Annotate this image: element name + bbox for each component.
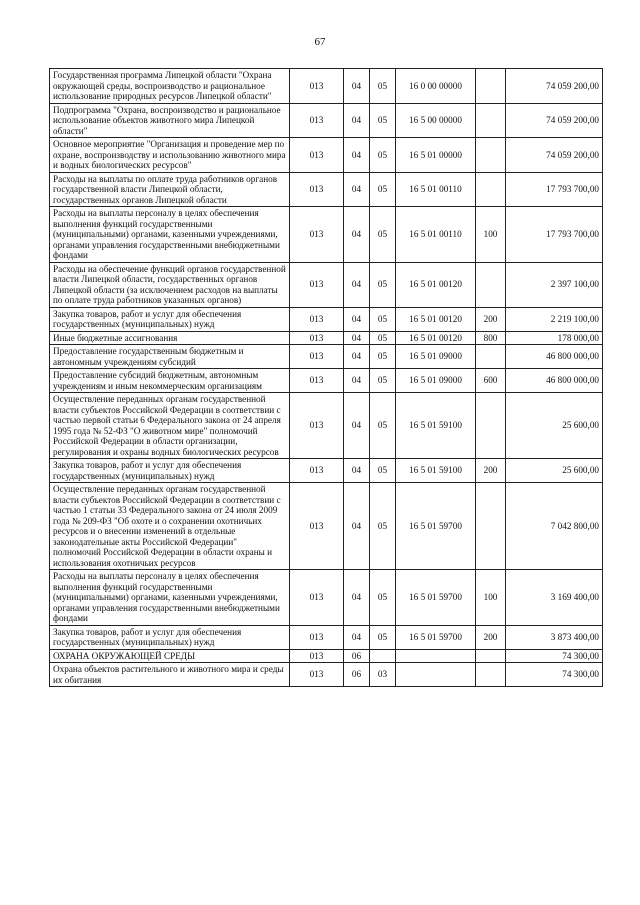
row-section: 04 [344, 625, 370, 649]
row-target [396, 649, 476, 663]
row-target [396, 663, 476, 687]
row-expense-type [476, 483, 506, 570]
row-ministry: 013 [290, 393, 344, 459]
row-expense-type: 600 [476, 369, 506, 393]
row-subsection: 05 [370, 459, 396, 483]
row-section: 04 [344, 570, 370, 626]
row-amount: 25 600,00 [506, 393, 603, 459]
row-name: Закупка товаров, работ и услуг для обеспечения государственных (муниципальных) нужд [50, 307, 290, 331]
row-name: Предоставление государственным бюджетным и автономным учреждениям субсидий [50, 345, 290, 369]
table-row [50, 69, 603, 104]
row-target: 16 5 01 00000 [396, 138, 476, 173]
row-section: 04 [344, 331, 370, 345]
row-name: Закупка товаров, работ и услуг для обеспечения государственных (муниципальных) нужд [50, 459, 290, 483]
row-amount: 17 793 700,00 [506, 172, 603, 207]
row-ministry: 013 [290, 307, 344, 331]
table-row [50, 103, 603, 138]
row-subsection: 05 [370, 172, 396, 207]
row-subsection [370, 649, 396, 663]
row-subsection: 05 [370, 307, 396, 331]
row-amount: 178 000,00 [506, 331, 603, 345]
table-row [50, 262, 603, 307]
table-row [50, 393, 603, 459]
row-target: 16 5 01 59100 [396, 459, 476, 483]
row-amount: 74 059 200,00 [506, 69, 603, 104]
row-expense-type: 100 [476, 207, 506, 263]
table-row [50, 570, 603, 626]
row-target: 16 5 01 00120 [396, 262, 476, 307]
row-subsection: 05 [370, 483, 396, 570]
row-subsection: 05 [370, 570, 396, 626]
table-row [50, 138, 603, 173]
table-row [50, 331, 603, 345]
row-name: Иные бюджетные ассигнования [50, 331, 290, 345]
table-row [50, 207, 603, 263]
row-section: 04 [344, 459, 370, 483]
row-target: 16 5 01 59700 [396, 570, 476, 626]
budget-table [49, 68, 603, 687]
row-ministry: 013 [290, 369, 344, 393]
row-expense-type [476, 345, 506, 369]
row-amount: 74 300,00 [506, 649, 603, 663]
row-ministry: 013 [290, 345, 344, 369]
row-section: 04 [344, 307, 370, 331]
row-name: Охрана объектов растительного и животного мира и среды их обитания [50, 663, 290, 687]
row-ministry: 013 [290, 69, 344, 104]
row-expense-type [476, 103, 506, 138]
row-amount: 2 397 100,00 [506, 262, 603, 307]
row-expense-type: 100 [476, 570, 506, 626]
row-section: 04 [344, 207, 370, 263]
row-target: 16 5 01 09000 [396, 345, 476, 369]
row-section: 04 [344, 345, 370, 369]
row-subsection: 05 [370, 207, 396, 263]
row-ministry: 013 [290, 483, 344, 570]
row-ministry: 013 [290, 207, 344, 263]
row-name: Закупка товаров, работ и услуг для обеспечения государственных (муниципальных) нужд [50, 625, 290, 649]
row-section: 04 [344, 103, 370, 138]
row-target: 16 5 01 00110 [396, 172, 476, 207]
row-expense-type [476, 172, 506, 207]
row-amount: 3 873 400,00 [506, 625, 603, 649]
row-subsection: 05 [370, 331, 396, 345]
row-target: 16 5 01 59100 [396, 393, 476, 459]
row-expense-type [476, 69, 506, 104]
page-number: 67 [314, 36, 326, 48]
row-section: 04 [344, 138, 370, 173]
row-target: 16 5 00 00000 [396, 103, 476, 138]
row-subsection: 05 [370, 393, 396, 459]
row-expense-type [476, 663, 506, 687]
row-amount: 46 800 000,00 [506, 369, 603, 393]
row-ministry: 013 [290, 663, 344, 687]
row-amount: 74 059 200,00 [506, 103, 603, 138]
row-ministry: 013 [290, 103, 344, 138]
table-row [50, 369, 603, 393]
row-target: 16 5 01 00120 [396, 307, 476, 331]
row-target: 16 5 01 59700 [396, 483, 476, 570]
row-target: 16 5 01 00120 [396, 331, 476, 345]
row-subsection: 05 [370, 625, 396, 649]
row-section: 06 [344, 663, 370, 687]
table-row [50, 307, 603, 331]
row-target: 16 5 01 00110 [396, 207, 476, 263]
row-amount: 46 800 000,00 [506, 345, 603, 369]
table-row [50, 172, 603, 207]
row-expense-type [476, 393, 506, 459]
row-name: Подпрограмма "Охрана, воспроизводство и рациональное использование объектов животного мира Липецкой области" [50, 103, 290, 138]
row-section: 04 [344, 393, 370, 459]
table-row [50, 663, 603, 687]
row-subsection: 05 [370, 103, 396, 138]
table-row [50, 459, 603, 483]
row-expense-type: 800 [476, 331, 506, 345]
row-expense-type [476, 262, 506, 307]
row-subsection: 05 [370, 138, 396, 173]
row-expense-type: 200 [476, 625, 506, 649]
row-name: Основное мероприятие "Организация и проведение мер по охране, воспроизводству и использованию животного мира и водных биологических ресурсов" [50, 138, 290, 173]
row-subsection: 03 [370, 663, 396, 687]
row-ministry: 013 [290, 138, 344, 173]
row-name: Предоставление субсидий бюджетным, автономным учреждениям и иным некоммерческим организациям [50, 369, 290, 393]
row-amount: 17 793 700,00 [506, 207, 603, 263]
row-name: Осуществление переданных органам государственной власти субъектов Российской Федерации в соответствии с частью первой статьи 6 Федерального закона от 24 апреля 1995 года № 52-ФЗ "О животном мире" полномочий Российской Федерации в области организации, регулирования и охраны водных биологических ресурсов [50, 393, 290, 459]
row-amount: 7 042 800,00 [506, 483, 603, 570]
row-section: 04 [344, 483, 370, 570]
row-subsection: 05 [370, 262, 396, 307]
row-amount: 2 219 100,00 [506, 307, 603, 331]
table-row [50, 649, 603, 663]
row-expense-type: 200 [476, 459, 506, 483]
row-target: 16 5 01 09000 [396, 369, 476, 393]
row-section: 04 [344, 69, 370, 104]
row-expense-type [476, 138, 506, 173]
row-ministry: 013 [290, 459, 344, 483]
table-row [50, 625, 603, 649]
row-subsection: 05 [370, 345, 396, 369]
row-name: Расходы на выплаты по оплате труда работников органов государственной власти Липецкой области, государственных органов Липецкой области [50, 172, 290, 207]
row-ministry: 013 [290, 331, 344, 345]
row-expense-type [476, 649, 506, 663]
row-ministry: 013 [290, 625, 344, 649]
row-name: Государственная программа Липецкой области "Охрана окружающей среды, воспроизводство и рациональное использование природных ресурсов Липецкой области" [50, 69, 290, 104]
row-name: Расходы на выплаты персоналу в целях обеспечения выполнения функций государственными (муниципальными) органами, казенными учреждениями, органами управления государственными внебюджетными фондами [50, 570, 290, 626]
table-row [50, 483, 603, 570]
row-section: 04 [344, 172, 370, 207]
row-subsection: 05 [370, 369, 396, 393]
row-name: Расходы на выплаты персоналу в целях обеспечения выполнения функций государственными (муниципальными) органами, казенными учреждениями, органами управления государственными внебюджетными фондами [50, 207, 290, 263]
row-target: 16 0 00 00000 [396, 69, 476, 104]
row-section: 06 [344, 649, 370, 663]
table-row [50, 345, 603, 369]
budget-table-body [50, 69, 603, 687]
row-ministry: 013 [290, 262, 344, 307]
row-section: 04 [344, 262, 370, 307]
row-subsection: 05 [370, 69, 396, 104]
row-ministry: 013 [290, 172, 344, 207]
row-name: ОХРАНА ОКРУЖАЮЩЕЙ СРЕДЫ [50, 649, 290, 663]
row-amount: 25 600,00 [506, 459, 603, 483]
row-ministry: 013 [290, 649, 344, 663]
row-expense-type: 200 [476, 307, 506, 331]
row-ministry: 013 [290, 570, 344, 626]
row-section: 04 [344, 369, 370, 393]
row-amount: 74 059 200,00 [506, 138, 603, 173]
row-name: Осуществление переданных органам государственной власти субъектов Российской Федерации в соответствии с частью 1 статьи 33 Федерального закона от 24 июля 2009 года № 209-ФЗ "Об охоте и о сохранении охотничьих ресурсов и о внесении изменений в отдельные законодательные акты Российской Федерации" полномочий Российской Федерации в области охраны и использования охотничьих ресурсов [50, 483, 290, 570]
row-name: Расходы на обеспечение функций органов государственной власти Липецкой области, государственных органов Липецкой области (за исключением расходов на выплаты по оплате труда работников указанных органов) [50, 262, 290, 307]
row-amount: 3 169 400,00 [506, 570, 603, 626]
row-target: 16 5 01 59700 [396, 625, 476, 649]
row-amount: 74 300,00 [506, 663, 603, 687]
